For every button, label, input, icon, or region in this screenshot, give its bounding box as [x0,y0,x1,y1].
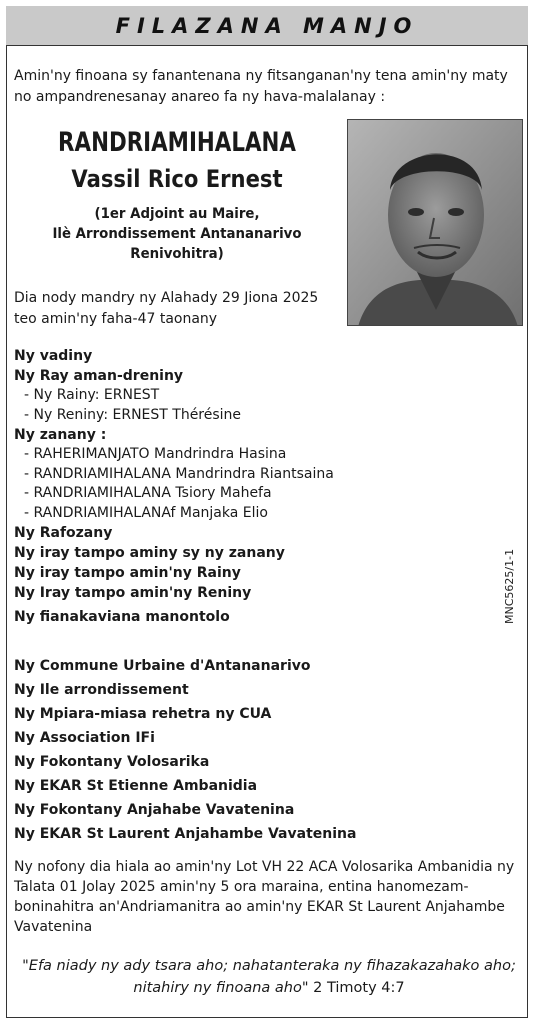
organization-item: Ny Fokontany Anjahabe Vavatenina [14,802,295,818]
organization-item: Ny Fokontany Volosarika [14,754,210,770]
quote-text: "Efa niady ny ady tsara aho; nahatanteraka ny fihazakazahako aho; nitahiry ny finoana aho" [22,958,516,996]
death-line-2: teo amin'ny faha-47 taonany [14,311,218,327]
funeral-details: Ny nofony dia hiala ao amin'ny Lot VH 22 ACA Volosarika Ambanidia ny Talata 01 Jolay 2025 amin'ny 5 ora maraina, entina hanomezam-boninahitra an'Andriamanitra ao amin'ny EKAR St Laurent Anjahambe Vavatenina [14,859,515,935]
deceased-given-names: Vassil Rico Ernest [71,165,283,193]
organization-item: Ny EKAR St Etienne Ambanidia [14,778,258,794]
header-title: FILAZANA MANJO [115,13,419,38]
deceased-title [27,204,327,264]
family-mother: - Ny Reniny: ERNEST Thérésine [24,406,242,423]
organization-item: Ny EKAR St Laurent Anjahambe Vavatenina [14,826,357,842]
intro-text: Amin'ny finoana sy fanantenana ny fitsanganan'ny tena amin'ny maty no ampandrenesanay anareo fa ny hava-malalanay : [14,68,508,105]
notice-header [6,6,528,46]
title-line-1: (1er Adjoint au Maire, [94,206,260,222]
family-father-siblings: Ny iray tampo amin'ny Rainy [14,565,241,581]
organization-item: Ny Association IFi [14,730,155,746]
death-line-1: Dia nody mandry ny Alahady 29 Jiona 2025 [14,290,319,306]
quote-source: 2 Timoty 4:7 [308,980,405,996]
family-parents: Ny Ray aman-dreniny [14,368,184,384]
family-child: - RAHERIMANJATO Mandrindra Hasina [24,446,287,462]
family-list [14,346,494,627]
family-vadiny: Ny vadiny [14,348,93,364]
portrait-image [348,120,523,326]
family-in-laws: Ny Rafozany [14,525,113,541]
family-mother-siblings: Ny Iray tampo amin'ny Reniny [14,585,252,601]
title-line-3: Renivohitra) [130,246,224,262]
organizations-list [14,654,514,846]
family-child: - RANDRIAMIHALANA Tsiory Mahefa [24,485,272,501]
death-info [14,288,344,330]
family-father: - Ny Rainy: ERNEST [24,387,160,403]
bible-quote [14,955,524,999]
portrait-photo [347,119,523,326]
organization-item: Ny Mpiara-miasa rehetra ny CUA [14,706,272,722]
family-children-heading: Ny zanany : [14,427,107,443]
title-line-2: Ilè Arrondissement Antananarivo [52,226,302,242]
deceased-surname: RANDRIAMIHALANA [58,127,296,158]
reference-code: MNC5625/1-1 [503,548,516,624]
family-all: Ny fianakaviana manontolo [14,609,230,625]
family-siblings: Ny iray tampo aminy sy ny zanany [14,545,285,561]
organization-item: Ny Commune Urbaine d'Antananarivo [14,658,311,674]
family-child: - RANDRIAMIHALANAf Manjaka Elio [24,504,268,521]
family-child: - RANDRIAMIHALANA Mandrindra Riantsaina [24,465,334,482]
organization-item: Ny Ile arrondissement [14,682,189,698]
